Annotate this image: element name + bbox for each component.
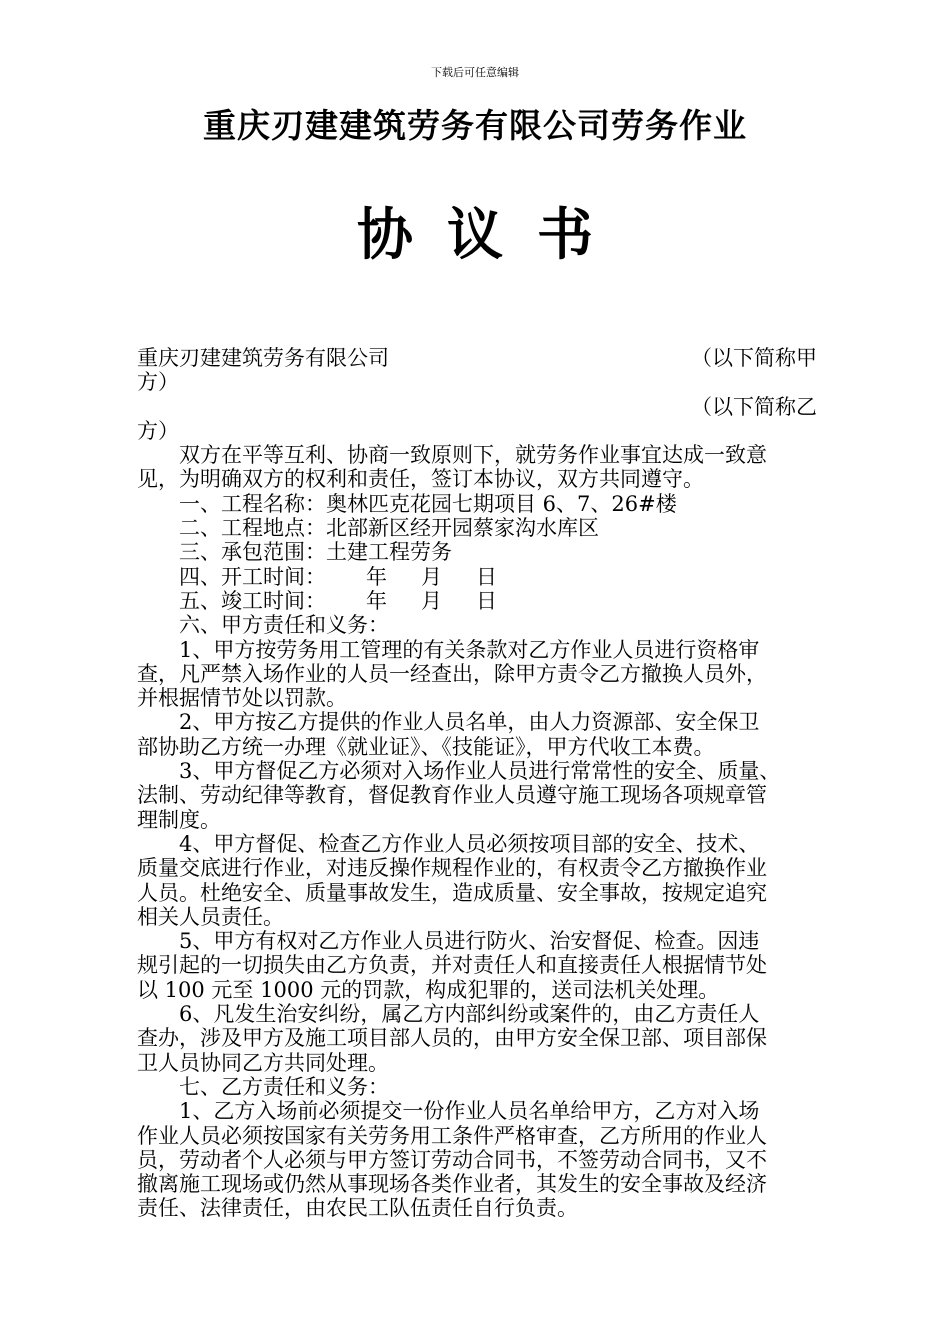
party-a-line (137, 346, 817, 370)
party-a-name: 重庆刃建建筑劳务有限公司 (137, 346, 389, 370)
clause-line: 卫人员协同乙方共同处理。 (137, 1050, 389, 1075)
intro-line: 见，为明确双方的权利和责任，签订本协议，双方共同遵守。 (137, 467, 704, 492)
clause-line: 3、甲方督促乙方必须对入场作业人员进行常常性的安全、质量、 (179, 759, 781, 784)
party-a-suffix: （以下简称甲 (691, 346, 817, 370)
start-year: 年 (366, 564, 387, 589)
clause-line: 以 100 元至 1000 元的罚款，构成犯罪的，送司法机关处理。 (137, 977, 720, 1002)
intro-line: 双方在平等互利、协商一致原则下，就劳务作业事宜达成一致意 (179, 443, 767, 468)
clause-line: 1、乙方入场前必须提交一份作业人员名单给甲方，乙方对入场 (179, 1099, 760, 1124)
document-title: 重庆刃建建筑劳务有限公司劳务作业 (203, 106, 747, 145)
clause-line: 作业人员必须按国家有关劳务用工条件严格审查，乙方所用的作业人 (137, 1123, 767, 1148)
start-day: 日 (476, 564, 497, 589)
clause-line: 4、甲方督促、检查乙方作业人员必须按项目部的安全、技术、 (179, 831, 760, 856)
document-subtitle: 协议书 (357, 203, 627, 268)
start-date-label: 四、开工时间： (179, 564, 326, 589)
clause-line: 员，劳动者个人必须与甲方签订劳动合同书，不签劳动合同书，又不 (137, 1147, 767, 1172)
clause-line: 查办，涉及甲方及施工项目部人员的，由甲方安全保卫部、项目部保 (137, 1026, 767, 1051)
clause-line: 责任、法律责任，由农民工队伍责任自行负责。 (137, 1196, 578, 1221)
item-project-name: 一、工程名称：奥林匹克花园七期项目 6、7、26#楼 (179, 491, 677, 516)
document-body (137, 346, 817, 1221)
section-six-heading: 六、甲方责任和义务： (179, 613, 389, 638)
clause-line: 查，凡严禁入场作业的人员一经查出，除甲方责令乙方撤换人员外， (137, 661, 767, 686)
clause-line: 人员。杜绝安全、质量事故发生，造成质量、安全事故，按规定追究 (137, 880, 767, 905)
end-date-label: 五、竣工时间： (179, 588, 326, 613)
clause-line: 2、甲方按乙方提供的作业人员名单，由人力资源部、安全保卫 (179, 710, 760, 735)
party-b-wrap: 方） (137, 418, 179, 443)
clause-line: 并根据情节处以罚款。 (137, 686, 347, 711)
clause-line: 5、甲方有权对乙方作业人员进行防火、治安督促、检查。因违 (179, 929, 760, 954)
section-seven-heading: 七、乙方责任和义务： (179, 1074, 389, 1099)
clause-line: 撤离施工现场或仍然从事现场各类作业者，其发生的安全事故及经济 (137, 1172, 767, 1197)
party-b-suffix: （以下简称乙 (691, 394, 817, 419)
clause-line: 相关人员责任。 (137, 904, 284, 929)
item-start-date (137, 565, 817, 589)
header-note: 下载后可任意编辑 (431, 66, 519, 79)
party-a-wrap: 方） (137, 370, 179, 395)
end-day: 日 (476, 588, 497, 613)
clause-line: 质量交底进行作业，对违反操作规程作业的，有权责令乙方撤换作业 (137, 856, 767, 881)
clause-line: 法制、劳动纪律等教育，督促教育作业人员遵守施工现场各项规章管 (137, 783, 767, 808)
clause-line: 理制度。 (137, 807, 221, 832)
item-scope: 三、承包范围：土建工程劳务 (179, 540, 452, 565)
clause-line: 6、凡发生治安纠纷，属乙方内部纠纷或案件的，由乙方责任人 (179, 1002, 760, 1027)
item-end-date (137, 589, 817, 613)
clause-line: 1、甲方按劳务用工管理的有关条款对乙方作业人员进行资格审 (179, 637, 760, 662)
clause-line: 规引起的一切损失由乙方负责，并对责任人和直接责任人根据情节处 (137, 953, 767, 978)
clause-line: 部协助乙方统一办理《就业证》、《技能证》，甲方代收工本费。 (137, 734, 715, 759)
end-year: 年 (366, 588, 387, 613)
end-month: 月 (421, 588, 442, 613)
item-project-location: 二、工程地点：北部新区经开园蔡家沟水库区 (179, 516, 599, 541)
start-month: 月 (421, 564, 442, 589)
